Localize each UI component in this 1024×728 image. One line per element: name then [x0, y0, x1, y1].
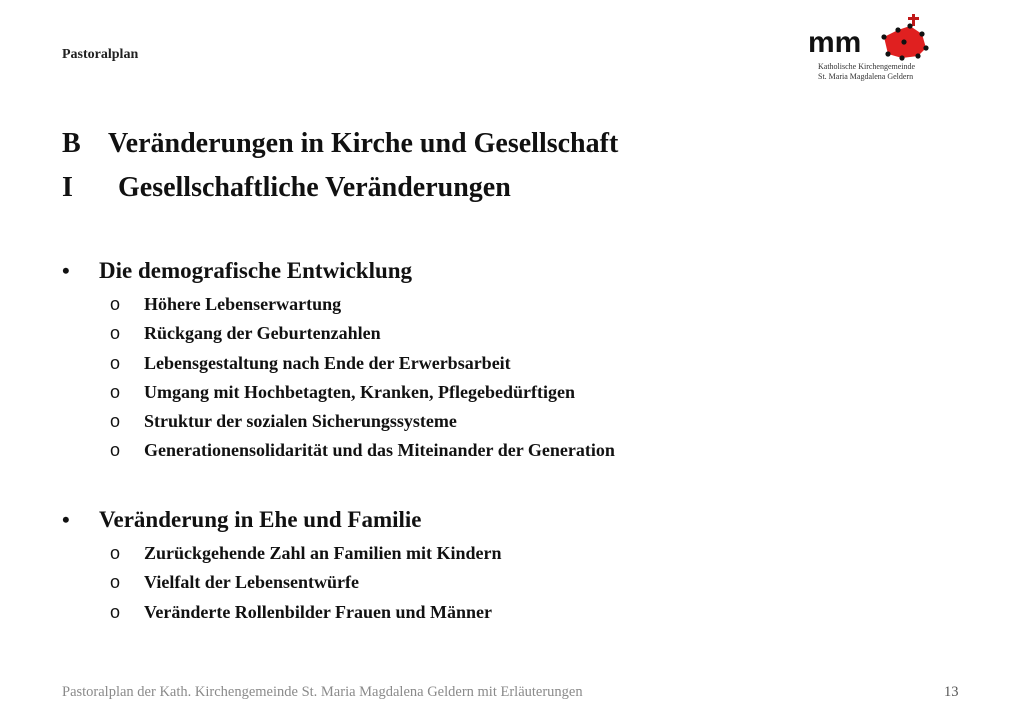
list-item [62, 602, 962, 631]
list-item [62, 323, 962, 352]
list-item [62, 382, 962, 411]
heading-i [62, 172, 511, 204]
page-number: 13 [944, 684, 959, 700]
circle-bullet-icon: o [110, 440, 121, 461]
section-title-row [62, 258, 962, 292]
list-item-text: Veränderte Rollenbilder Frauen und Männer [144, 601, 493, 622]
section-title: Die demografische Entwicklung [99, 258, 413, 283]
footer-text: Pastoralplan der Kath. Kirchengemeinde St. Maria Magdalena Geldern mit Erläuterungen [62, 684, 583, 700]
sub-list [62, 543, 962, 631]
circle-bullet-icon: o [110, 601, 121, 622]
heading-i-letter: I [62, 172, 73, 203]
circle-bullet-icon: o [110, 381, 121, 402]
list-item-text: Lebensgestaltung nach Ende der Erwerbsarbeit [144, 352, 511, 373]
list-item [62, 294, 962, 323]
parish-logo-icon [806, 12, 936, 62]
list-item-text: Struktur der sozialen Sicherungssysteme [144, 411, 457, 432]
list-item-text: Generationensolidarität und das Miteinander der Generation [144, 440, 615, 461]
list-item [62, 411, 962, 440]
circle-bullet-icon: o [110, 411, 121, 432]
bullet-icon: • [62, 258, 70, 283]
circle-bullet-icon: o [110, 323, 121, 344]
list-item-text: Höhere Lebenserwartung [144, 294, 342, 314]
sub-list [62, 294, 962, 470]
heading-i-text: Gesellschaftliche Veränderungen [118, 172, 511, 203]
logo-line-1: Katholische Kirchengemeinde [818, 62, 916, 71]
heading-b-text: Veränderungen in Kirche und Gesellschaft [108, 128, 619, 159]
circle-bullet-icon: o [110, 543, 121, 563]
list-item [62, 440, 962, 469]
list-item-text: Zurückgehende Zahl an Familien mit Kindern [144, 543, 502, 563]
parish-logo [806, 12, 936, 84]
heading-b [62, 128, 618, 160]
header-label: Pastoralplan [62, 47, 139, 62]
circle-bullet-icon: o [110, 294, 121, 314]
section-family [62, 507, 962, 631]
section-title: Veränderung in Ehe und Familie [99, 507, 422, 532]
logo-line-2: St. Maria Magdalena Geldern [818, 72, 914, 81]
list-item-text: Vielfalt der Lebensentwürfe [144, 572, 359, 593]
list-item-text: Umgang mit Hochbetagten, Kranken, Pflegebedürftigen [144, 381, 575, 402]
list-item [62, 543, 962, 572]
list-item [62, 353, 962, 382]
list-item [62, 572, 962, 601]
list-item-text: Rückgang der Geburtenzahlen [144, 323, 381, 344]
circle-bullet-icon: o [110, 352, 121, 373]
logo-mark: mm [808, 26, 862, 59]
section-demography [62, 258, 962, 470]
circle-bullet-icon: o [110, 572, 121, 593]
heading-b-letter: B [62, 128, 81, 159]
section-title-row [62, 507, 962, 541]
bullet-icon: • [62, 507, 70, 532]
